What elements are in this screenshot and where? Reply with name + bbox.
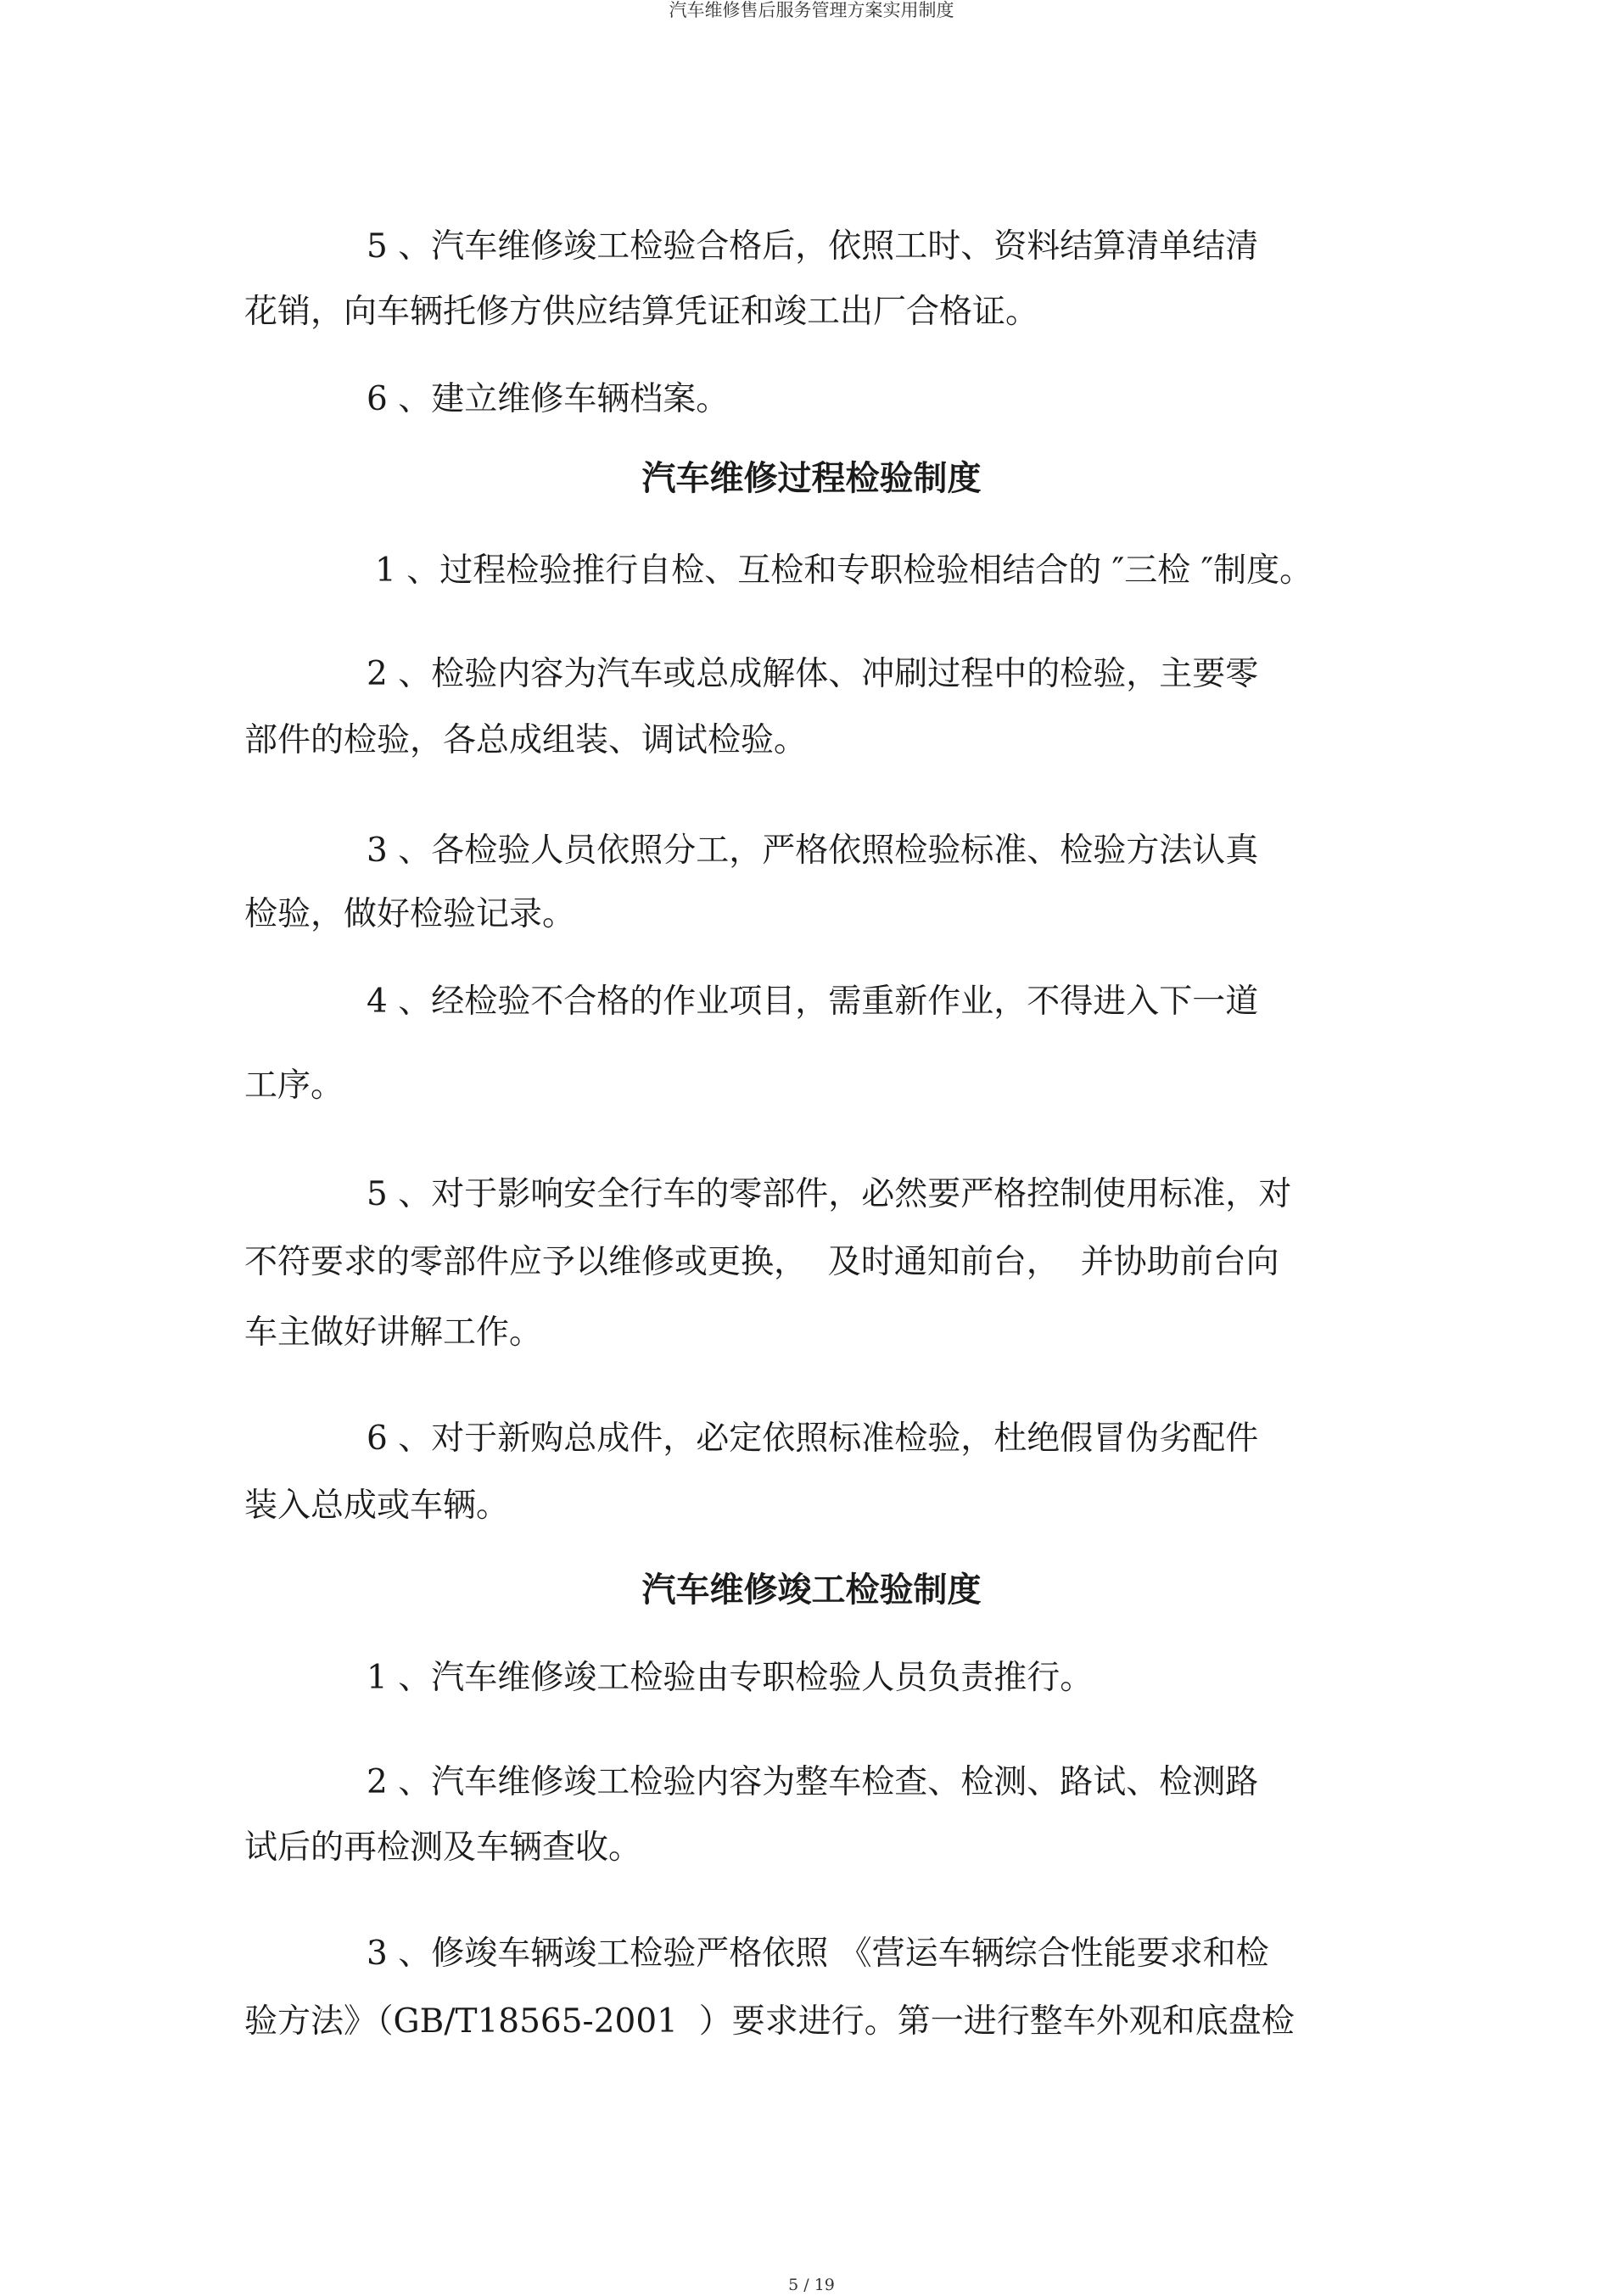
paragraph-line: 部件的检验，各总成组装、调试检验。 <box>244 721 808 759</box>
paragraph-line: 2 、检验内容为汽车或总成解体、冲刷过程中的检验，主要零 <box>367 655 1259 693</box>
paragraph-line: 花销，向车辆托修方供应结算凭证和竣工出厂合格证。 <box>244 293 1039 331</box>
paragraph-line: 4 、经检验不合格的作业项目，需重新作业，不得进入下一道 <box>367 983 1259 1021</box>
section-heading: 汽车维修竣工检验制度 <box>641 1570 982 1610</box>
page-header: 汽车维修售后服务管理方案实用制度 <box>669 0 954 20</box>
paragraph-line: 1 、过程检验推行自检、互检和专职检验相结合的 ″三检 ″制度。 <box>375 552 1313 590</box>
paragraph-line: 6 、对于新购总成件，必定依照标准检验，杜绝假冒伪劣配件 <box>367 1420 1259 1458</box>
paragraph-line: 5 、汽车维修竣工检验合格后，依照工时、资料结算清单结清 <box>367 227 1259 266</box>
paragraph-line: 不符要求的零部件应予以维修或更换， 及时通知前台， 并协助前台向 <box>244 1243 1279 1281</box>
page-number: 5 / 19 <box>788 2276 835 2294</box>
paragraph-line: 5 、对于影响安全行车的零部件，必然要严格控制使用标准，对 <box>367 1175 1292 1213</box>
paragraph-line: 3 、各检验人员依照分工，严格依照检验标准、检验方法认真 <box>367 832 1259 870</box>
paragraph-line: 验方法》（GB/T18565-2001 ）要求进行。第一进行整车外观和底盘检 <box>244 2002 1295 2041</box>
section-heading: 汽车维修过程检验制度 <box>641 458 982 498</box>
paragraph-line: 1 、汽车维修竣工检验由专职检验人员负责推行。 <box>367 1659 1094 1697</box>
paragraph-line: 6 、建立维修车辆档案。 <box>367 380 730 418</box>
paragraph-line: 3 、修竣车辆竣工检验严格依照 《营运车辆综合性能要求和检 <box>367 1935 1269 1973</box>
paragraph-line: 试后的再检测及车辆查收。 <box>244 1828 642 1867</box>
paragraph-line: 检验，做好检验记录。 <box>244 895 576 933</box>
paragraph-line: 车主做好讲解工作。 <box>244 1313 543 1352</box>
paragraph-line: 2 、汽车维修竣工检验内容为整车检查、检测、路试、检测路 <box>367 1763 1259 1801</box>
paragraph-line: 装入总成或车辆。 <box>244 1487 510 1525</box>
paragraph-line: 工序。 <box>244 1067 344 1105</box>
